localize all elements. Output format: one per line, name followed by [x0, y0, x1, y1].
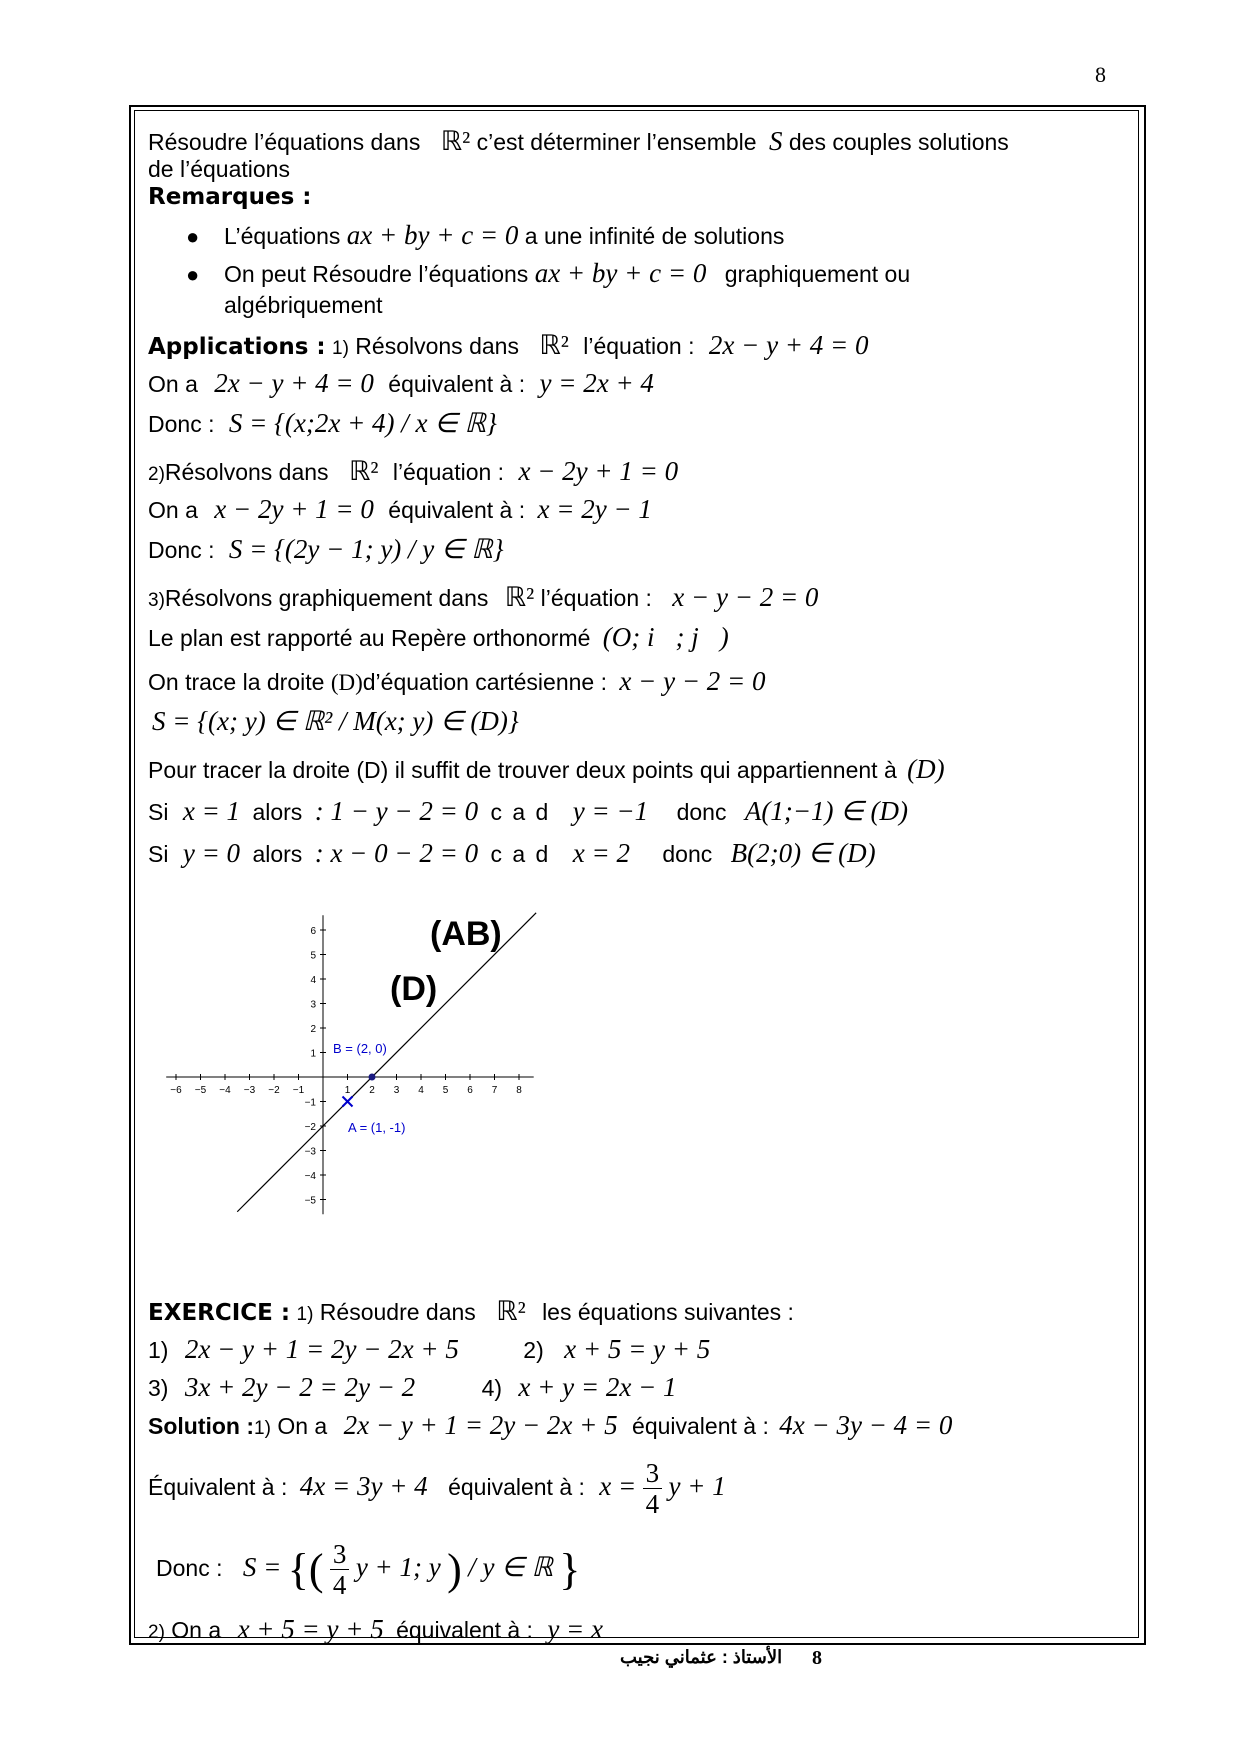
bullet-icon: ●	[186, 224, 200, 249]
text: On a	[277, 1413, 328, 1439]
solution-set: S = {(x; y) ∈ ℝ² / M(x; y) ∈ (D)}	[152, 706, 519, 736]
text: Donc :	[156, 1555, 223, 1581]
fraction	[330, 1539, 350, 1600]
y-tick-label: −1	[304, 1097, 316, 1109]
equation: y = x	[547, 1614, 603, 1644]
text: c a d	[490, 799, 551, 825]
text: On trace la droite	[148, 669, 325, 695]
equation: 4x = 3y + 4	[299, 1471, 428, 1501]
r2-symbol: ℝ²	[348, 456, 379, 486]
text: On a	[148, 371, 198, 397]
y-tick-label: 5	[310, 950, 316, 962]
text: d’équation cartésienne :	[362, 669, 607, 695]
equation: y + 1; y	[355, 1552, 441, 1582]
text: équivalent à :	[388, 497, 526, 523]
x-tick-label: −3	[243, 1085, 256, 1096]
text: Donc :	[148, 411, 215, 437]
item-number: 3)	[148, 590, 165, 611]
point-b: B(2;0) ∈ (D)	[730, 838, 876, 868]
x-tick-label: 4	[418, 1085, 424, 1096]
app1-solution-line	[148, 408, 497, 439]
text: Le plan est rapporté au Repère orthonormé	[148, 625, 591, 651]
app3-point-a-line	[148, 796, 908, 827]
set-s: S	[768, 126, 783, 156]
remarque-item-2	[224, 258, 910, 289]
equation: 3x + 2y − 2 = 2y − 2	[184, 1372, 416, 1402]
label-d: (D)	[390, 970, 438, 1008]
x-tick-label: −5	[194, 1085, 207, 1096]
text: Équivalent à :	[148, 1474, 288, 1500]
app1-equiv-line	[148, 368, 654, 399]
intro-line-1	[148, 126, 1009, 157]
text: donc	[676, 799, 727, 825]
remarque-text: L’équations	[224, 223, 341, 249]
page-number: 8	[1095, 62, 1106, 87]
x-tick-label: 1	[344, 1085, 351, 1096]
equation: S =	[242, 1552, 282, 1582]
remarques-title: Remarques :	[148, 184, 312, 210]
point-b-marker	[369, 1074, 376, 1081]
equation: 4x − 3y − 4 = 0	[779, 1410, 953, 1440]
item-number: 3)	[148, 1375, 169, 1401]
item-number: 1)	[332, 338, 349, 359]
equation: y = −1	[572, 796, 649, 826]
text: On a	[148, 497, 198, 523]
text: Résoudre dans	[319, 1299, 476, 1325]
item-number: 2)	[148, 464, 165, 485]
y-tick-label: −5	[304, 1195, 316, 1207]
equation: x − 2y + 1 = 0	[214, 494, 374, 524]
exercice-eq-row-1	[148, 1334, 710, 1365]
applications-line	[148, 330, 869, 364]
item-number: 4)	[481, 1375, 503, 1401]
point-a-label: A = (1, -1)	[348, 1120, 406, 1135]
equation: x − y − 2 = 0	[672, 582, 819, 612]
equation: x =	[599, 1471, 637, 1501]
equation: 2x − y + 4 = 0	[708, 330, 869, 360]
text: l’équation :	[392, 459, 505, 485]
remarque-item-1	[224, 220, 784, 251]
paren-close-icon: )	[447, 1544, 462, 1594]
x-tick-label: 7	[491, 1085, 498, 1096]
text: c a d	[490, 841, 551, 867]
text: Pour tracer la droite (D) il suffit de trouver deux points qui appartiennent à	[148, 757, 897, 783]
fraction-numerator: 3	[643, 1458, 663, 1489]
r2-symbol: ℝ²	[539, 330, 569, 360]
equation: x + y = 2x − 1	[518, 1372, 677, 1402]
intro-text: Résoudre l’équations dans	[148, 129, 421, 155]
solution-line-1	[148, 1410, 952, 1444]
r2-symbol: ℝ²	[440, 126, 471, 156]
fraction-denominator: 4	[332, 1570, 347, 1601]
x-tick-label: −1	[292, 1085, 305, 1096]
solution-line-3	[156, 1532, 580, 1605]
equation: x = 2	[572, 838, 630, 868]
text: Résolvons dans	[164, 459, 329, 485]
equation: : x − 0 − 2 = 0	[314, 838, 479, 868]
repere: (O; i⃗; j⃗)	[602, 622, 729, 652]
text: équivalent à :	[632, 1413, 769, 1439]
text: équivalent à :	[396, 1617, 533, 1643]
text: les équations suivantes :	[542, 1299, 794, 1325]
fraction	[643, 1458, 663, 1519]
text: alors	[252, 799, 303, 825]
y-tick-label: 3	[310, 999, 316, 1011]
footer-author: الأستاذ : عثماني نجيب	[620, 1647, 783, 1667]
equation: : 1 − y − 2 = 0	[314, 796, 479, 826]
exercice-eq-row-2	[148, 1372, 677, 1403]
equation: 2x − y + 1 = 2y − 2x + 5	[343, 1410, 618, 1440]
x-tick-label: 5	[442, 1085, 449, 1096]
app2-equiv-line	[148, 494, 652, 525]
exercice-line	[148, 1296, 794, 1330]
text: alors	[252, 841, 303, 867]
brace-open-icon: {(	[287, 1544, 324, 1594]
y-tick-label: 6	[310, 926, 316, 937]
solution-title: Solution :	[148, 1413, 255, 1439]
x-tick-label: −4	[219, 1085, 231, 1096]
equation: ax + by + c = 0	[534, 258, 707, 288]
text: Si	[148, 799, 169, 825]
equation: x − 2y + 1 = 0	[518, 456, 679, 486]
intro-text: des couples solutions	[788, 129, 1009, 155]
y-tick-label: −3	[304, 1146, 316, 1158]
text: Résolvons graphiquement dans	[164, 585, 489, 611]
solution-set: S = {(x;2x + 4) / x ∈ ℝ}	[228, 408, 497, 438]
brace-close-icon: }	[559, 1544, 581, 1594]
equation: x + 5 = y + 5	[564, 1334, 711, 1364]
equation: ax + by + c = 0	[346, 220, 519, 250]
remarque-text: a une infinité de solutions	[524, 223, 785, 249]
equation: 2x − y + 4 = 0	[214, 368, 374, 398]
x-tick-label: 6	[467, 1085, 473, 1096]
remarque-text: graphiquement ou	[724, 261, 911, 287]
text: équivalent à :	[388, 371, 526, 397]
app2-line	[148, 456, 678, 490]
x-tick-label: −2	[268, 1085, 280, 1096]
remarque-text: On peut Résoudre l’équations	[224, 261, 529, 287]
x-tick-label: 8	[516, 1085, 522, 1096]
text: donc	[662, 841, 713, 867]
point-a: A(1;−1) ∈ (D)	[744, 796, 909, 826]
app2-solution-line	[148, 534, 504, 565]
y-tick-label: −2	[304, 1122, 316, 1133]
item-number: 1)	[254, 1418, 271, 1439]
fraction-numerator: 3	[330, 1539, 350, 1570]
x-tick-label: −6	[170, 1085, 182, 1096]
item-number: 2)	[523, 1337, 544, 1363]
app3-line	[148, 582, 818, 616]
text: l’équation :	[583, 333, 695, 359]
equation: / y ∈ ℝ	[468, 1552, 553, 1582]
intro-line-2: de l’équations	[148, 156, 290, 182]
exercice-title: EXERCICE :	[148, 1300, 291, 1326]
app3-point-b-line	[148, 838, 876, 869]
app3-repere-line	[148, 622, 729, 653]
equation: 2x − y + 1 = 2y − 2x + 5	[184, 1334, 459, 1364]
text: l’équation :	[540, 585, 652, 611]
x-tick-label: 3	[393, 1085, 400, 1096]
item-number: 1)	[296, 1304, 314, 1325]
equation: x − y − 2 = 0	[619, 666, 766, 696]
bullet-icon: ●	[186, 262, 200, 287]
y-tick-label: −4	[304, 1171, 316, 1182]
solution-line-4	[148, 1614, 603, 1648]
equation: x = 2y − 1	[537, 494, 652, 524]
label-ab: (AB)	[430, 915, 502, 953]
equation: y + 1	[668, 1471, 726, 1501]
droite-label: (D)	[907, 754, 945, 784]
text: Si	[148, 841, 169, 867]
equation: y = 2x + 4	[539, 368, 654, 398]
x-tick-label: 2	[369, 1085, 375, 1096]
fraction-denominator: 4	[645, 1489, 660, 1520]
app3-trace-line	[148, 666, 766, 698]
y-tick-label: 2	[310, 1024, 316, 1035]
app3-pour-line	[148, 754, 945, 785]
applications-title: Applications :	[148, 334, 326, 360]
item-number: 2)	[148, 1622, 165, 1643]
r2-symbol: ℝ²	[504, 582, 535, 612]
equation: y = 0	[182, 838, 241, 868]
text: Résolvons dans	[355, 333, 519, 359]
text: On a	[171, 1617, 222, 1643]
intro-text: c’est déterminer l’ensemble	[476, 129, 757, 155]
equation: x + 5 = y + 5	[237, 1614, 384, 1644]
y-tick-label: 1	[310, 1048, 316, 1060]
equation: x = 1	[182, 796, 241, 826]
line-d	[237, 913, 536, 1212]
text: équivalent à :	[448, 1474, 585, 1500]
r2-symbol: ℝ²	[496, 1296, 526, 1326]
app3-solution-set	[152, 706, 519, 737]
solution-set: S = {(2y − 1; y) / y ∈ ℝ}	[228, 534, 504, 564]
line-graph	[140, 895, 580, 1235]
point-b-label: B = (2, 0)	[333, 1041, 387, 1056]
item-number: 1)	[148, 1337, 169, 1363]
y-tick-label: 4	[310, 975, 316, 986]
droite-label: (D)	[330, 670, 363, 695]
text: Donc :	[148, 537, 215, 563]
remarque-item-2-cont: algébriquement	[224, 292, 383, 318]
footer-page-number: 8	[812, 1647, 822, 1669]
solution-line-2	[148, 1456, 726, 1519]
